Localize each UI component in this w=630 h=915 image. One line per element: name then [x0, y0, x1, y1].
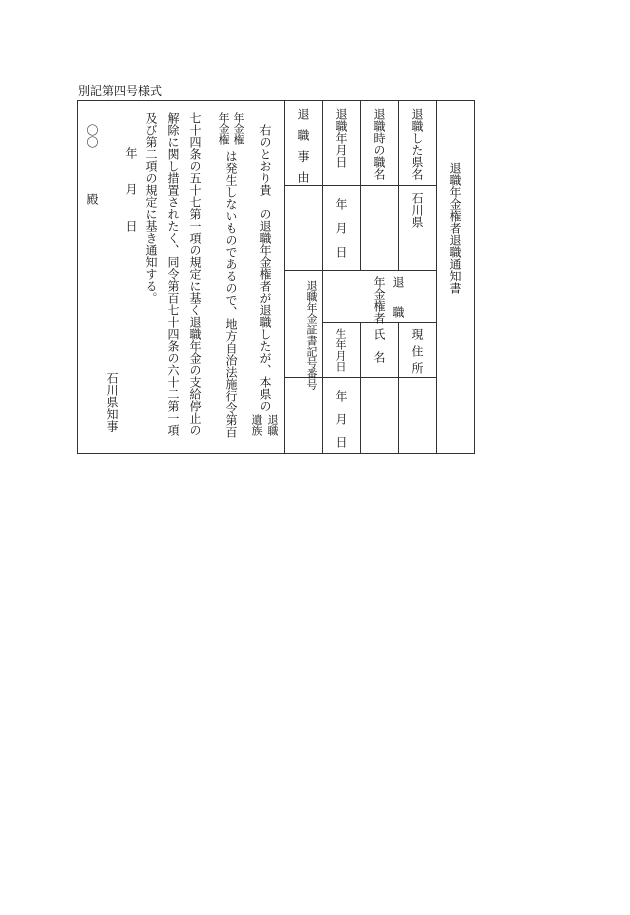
body-line-1-alt-bottom: 遺族: [250, 414, 263, 436]
document-title: 退職年金権者退職通知書: [448, 162, 462, 294]
dept-label: 退職した県名: [410, 108, 424, 180]
body-line-2-head-b: 年金権: [217, 112, 230, 145]
table-left-border: [284, 100, 285, 454]
birth-label: 生年月日: [334, 328, 347, 372]
notice-date-month: 月: [124, 183, 138, 195]
retiree-label-mid: 職: [391, 306, 405, 318]
position-label: 退職時の職名: [372, 108, 386, 180]
body-line-3: 七十四条の五十七第一項の規定に基く退職年金の支給停止の: [188, 112, 202, 436]
birth-day: 日: [334, 436, 348, 448]
retiree-label-top: 退: [391, 276, 405, 288]
form-label: 別記第四号様式: [78, 84, 163, 98]
date-year: 年: [334, 198, 348, 210]
table-middle-divider: [284, 270, 437, 271]
sender-name: 石川県知事: [105, 372, 119, 432]
body-line-1: 右のとおり貴 の退職年金権者が退職したが、本県の: [258, 124, 272, 412]
body-line-1-alt-top: 退職: [266, 414, 279, 436]
date-month: 月: [334, 222, 348, 234]
col-divider-1: [322, 100, 323, 454]
col-divider-3-lower: [398, 322, 399, 454]
birth-month: 月: [334, 413, 348, 425]
body-line-4: 解除に関し措置されたく、同令第百七十四条の六十二第一項: [166, 112, 180, 436]
col-divider-2-upper: [360, 100, 361, 270]
col-divider-2-lower: [360, 322, 361, 454]
title-divider: [436, 100, 437, 454]
reason-label: 退職事由: [296, 108, 310, 192]
body-line-2: は発生しないものであるので、地方自治法施行令第百: [224, 150, 238, 438]
body-line-5: 及び第二項の規定に基き通知する。: [144, 112, 158, 304]
birth-year: 年: [334, 390, 348, 402]
date-day: 日: [334, 246, 348, 258]
date-label: 退職年月日: [334, 108, 348, 168]
body-line-2-head-a: 年金権: [232, 112, 245, 145]
notice-date-day: 日: [124, 220, 138, 232]
name-label: 氏名: [372, 328, 386, 374]
address-label: 現住所: [410, 328, 424, 379]
dept-value: 石川県: [410, 192, 424, 228]
cert-label: 退職年金証書記号番号: [305, 280, 318, 390]
honorific: 殿: [85, 193, 99, 205]
recipient-name: 〇〇: [85, 124, 99, 148]
retiree-label-bottom: 年金権者: [372, 276, 386, 324]
col-divider-3-upper: [398, 100, 399, 270]
notice-date-year: 年: [124, 147, 138, 159]
